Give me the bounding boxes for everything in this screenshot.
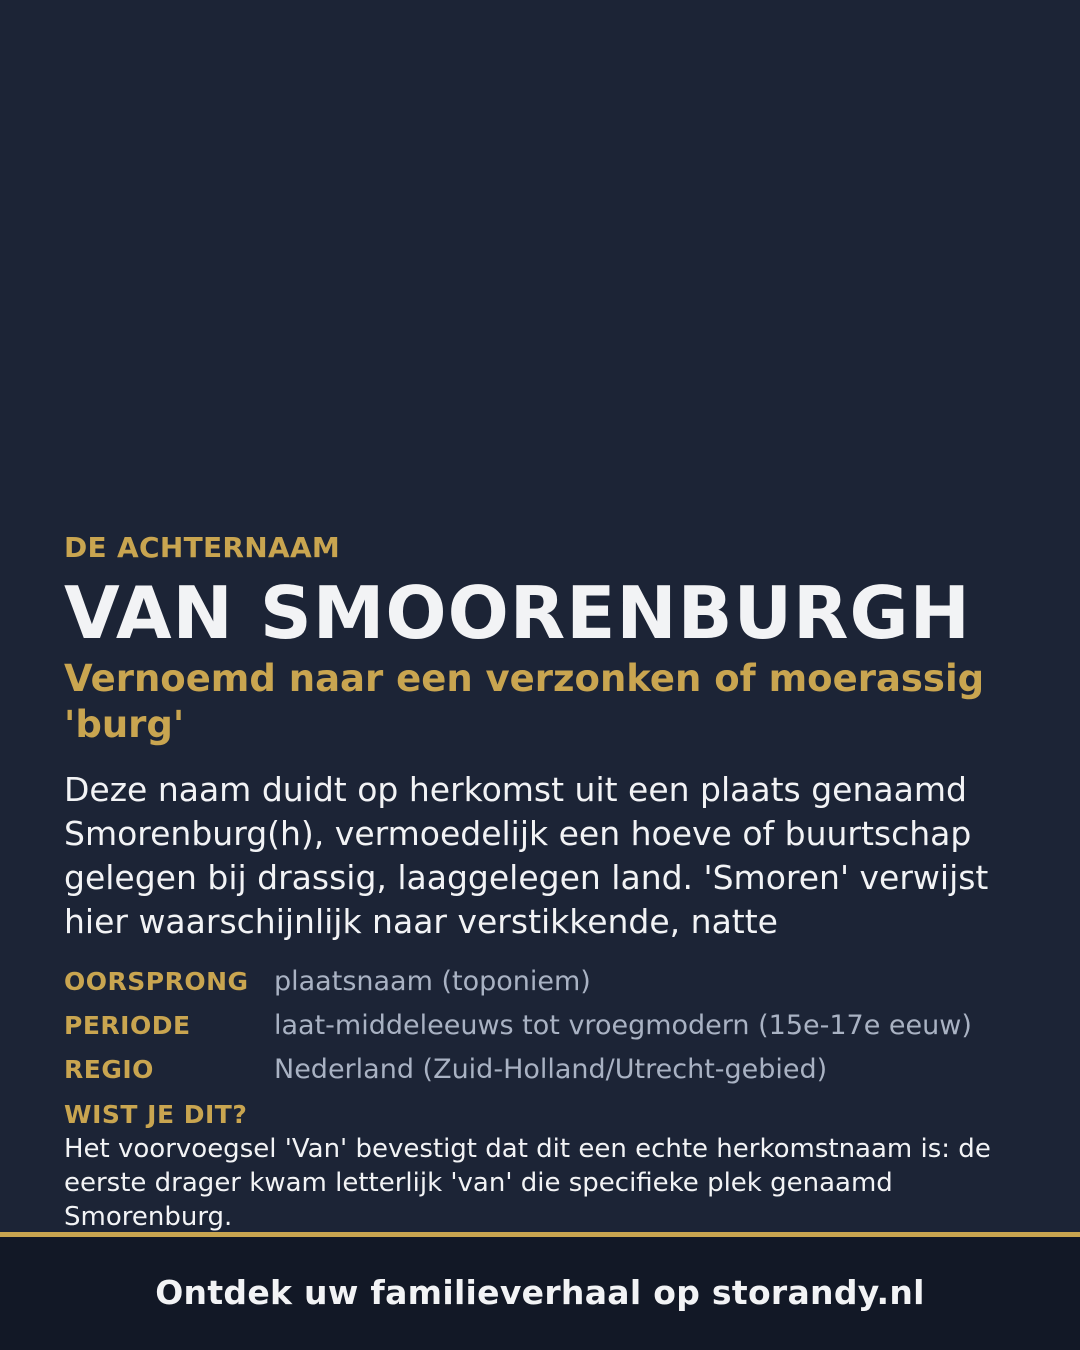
- facts-list: [64, 966, 1024, 1098]
- surname-title: VAN SMOORENBURGH: [64, 571, 971, 655]
- fact-value: laat-middeleeuws tot vroegmodern (15e-17e eeuw): [274, 1010, 972, 1041]
- surname-card: [64, 530, 1024, 1234]
- did-you-know-text: Het voorvoegsel 'Van' bevestigt dat dit een echte herkomstnaam is: de eerste drager kwam letterlijk 'van' die specifieke plek genaamd Smorenburg.: [64, 1134, 991, 1232]
- eyebrow-label: DE ACHTERNAAM: [64, 531, 341, 564]
- did-you-know-label: WIST JE DIT?: [64, 1100, 248, 1129]
- fact-label: REGIO: [64, 1055, 154, 1084]
- fact-row-origin: [64, 966, 1024, 1010]
- footer-cta-link[interactable]: Ontdek uw familieverhaal op storandy.nl: [155, 1273, 925, 1312]
- fact-value: Nederland (Zuid-Holland/Utrecht-gebied): [274, 1054, 828, 1085]
- surname-subtitle: Vernoemd naar een verzonken of moerassig 'burg': [64, 657, 985, 746]
- fact-row-period: [64, 1010, 1024, 1054]
- surname-description: Deze naam duidt op herkomst uit een plaats genaamd Smorenburg(h), vermoedelijk een hoeve of buurtschap gelegen bij drassig, laaggelegen land. 'Smoren' verwijst hier waarschijnlijk naar verstikkende, natte: [64, 770, 989, 941]
- fact-value: plaatsnaam (toponiem): [274, 966, 591, 997]
- fact-row-region: [64, 1054, 1024, 1098]
- footer-banner: [0, 1232, 1080, 1350]
- fact-label: PERIODE: [64, 1011, 191, 1040]
- fact-label: OORSPRONG: [64, 967, 249, 996]
